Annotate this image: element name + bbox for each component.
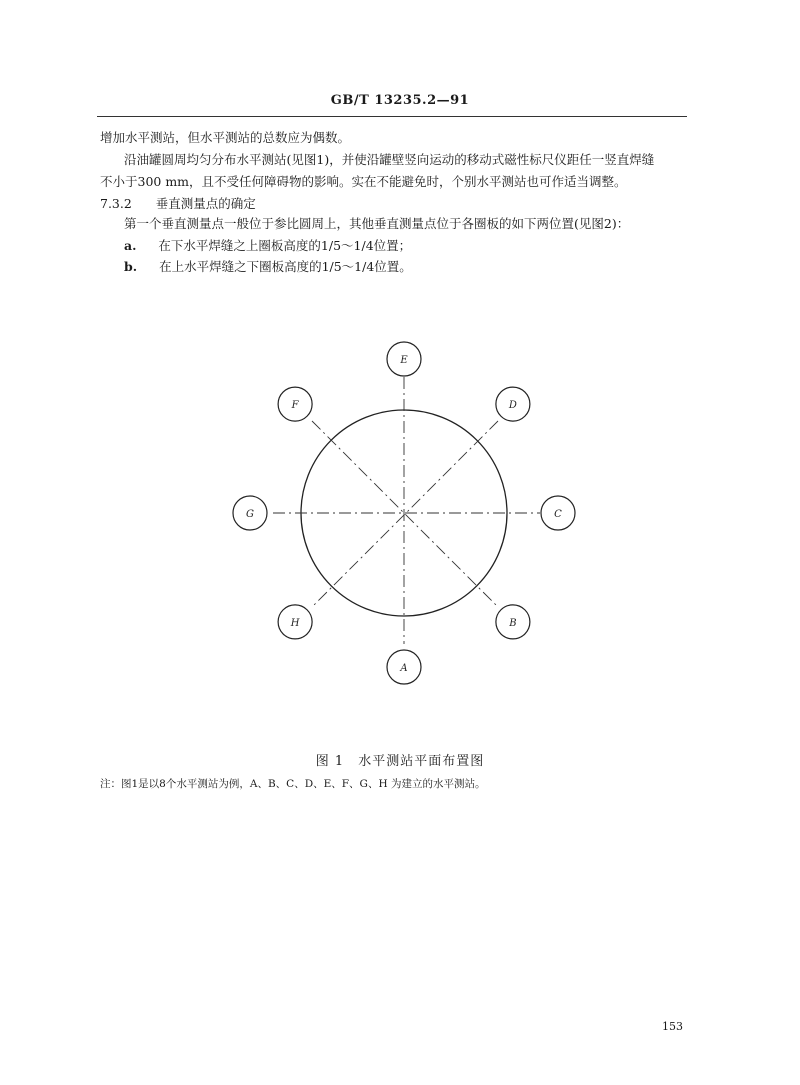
body-line: 增加水平测站，但水平测站的总数应为偶数。 <box>100 130 351 145</box>
station-c <box>541 496 575 530</box>
figure-note: 注：图1是以8个水平测站为例，A、B、C、D、E、F、G、H 为建立的水平测站。 <box>100 778 486 790</box>
station-g <box>233 496 267 530</box>
station-label: E <box>400 355 408 366</box>
list-item <box>124 238 411 254</box>
station-b <box>496 605 530 639</box>
station-label: G <box>246 509 254 520</box>
list-marker: a. <box>124 238 137 253</box>
list-marker: b. <box>124 259 138 274</box>
station-label: A <box>400 663 408 674</box>
body-line: 第一个垂直测量点一般位于参比圆周上，其他垂直测量点位于各圈板的如下两位置(见图2)： <box>124 216 630 231</box>
list-item <box>124 259 412 275</box>
section-number: 7.3.2 <box>100 196 132 211</box>
station-d <box>496 387 530 421</box>
station-label: F <box>291 400 299 412</box>
body-line: 沿油罐圆周均匀分布水平测站(见图1)，并使沿罐壁竖向运动的移动式磁性标尺仪距任一竖直焊缝 <box>124 152 655 167</box>
page-number: 153 <box>662 1020 683 1033</box>
section-title: 垂直测量点的确定 <box>155 196 256 211</box>
station-e <box>387 342 421 376</box>
header-divider <box>97 116 687 117</box>
section-heading <box>100 196 256 212</box>
station-f <box>278 387 312 421</box>
figure-caption: 图 1 水平测站平面布置图 <box>315 754 485 769</box>
station-a <box>387 650 421 684</box>
station-label: D <box>508 400 517 412</box>
station-label: H <box>290 617 300 629</box>
station-label: B <box>509 617 517 629</box>
document-header: GB/T 13235.2—91 <box>330 93 470 108</box>
station-layout-diagram <box>220 330 590 690</box>
station-h <box>278 605 312 639</box>
station-label: C <box>554 509 562 520</box>
list-text: 在上水平焊缝之下圈板高度的1/5～1/4位置。 <box>159 259 412 274</box>
body-line: 不小于300 mm，且不受任何障碍物的影响。实在不能避免时，个别水平测站也可作适当调整。 <box>100 174 627 189</box>
list-text: 在下水平焊缝之上圈板高度的1/5～1/4位置； <box>158 238 412 253</box>
center-lines <box>273 377 540 644</box>
